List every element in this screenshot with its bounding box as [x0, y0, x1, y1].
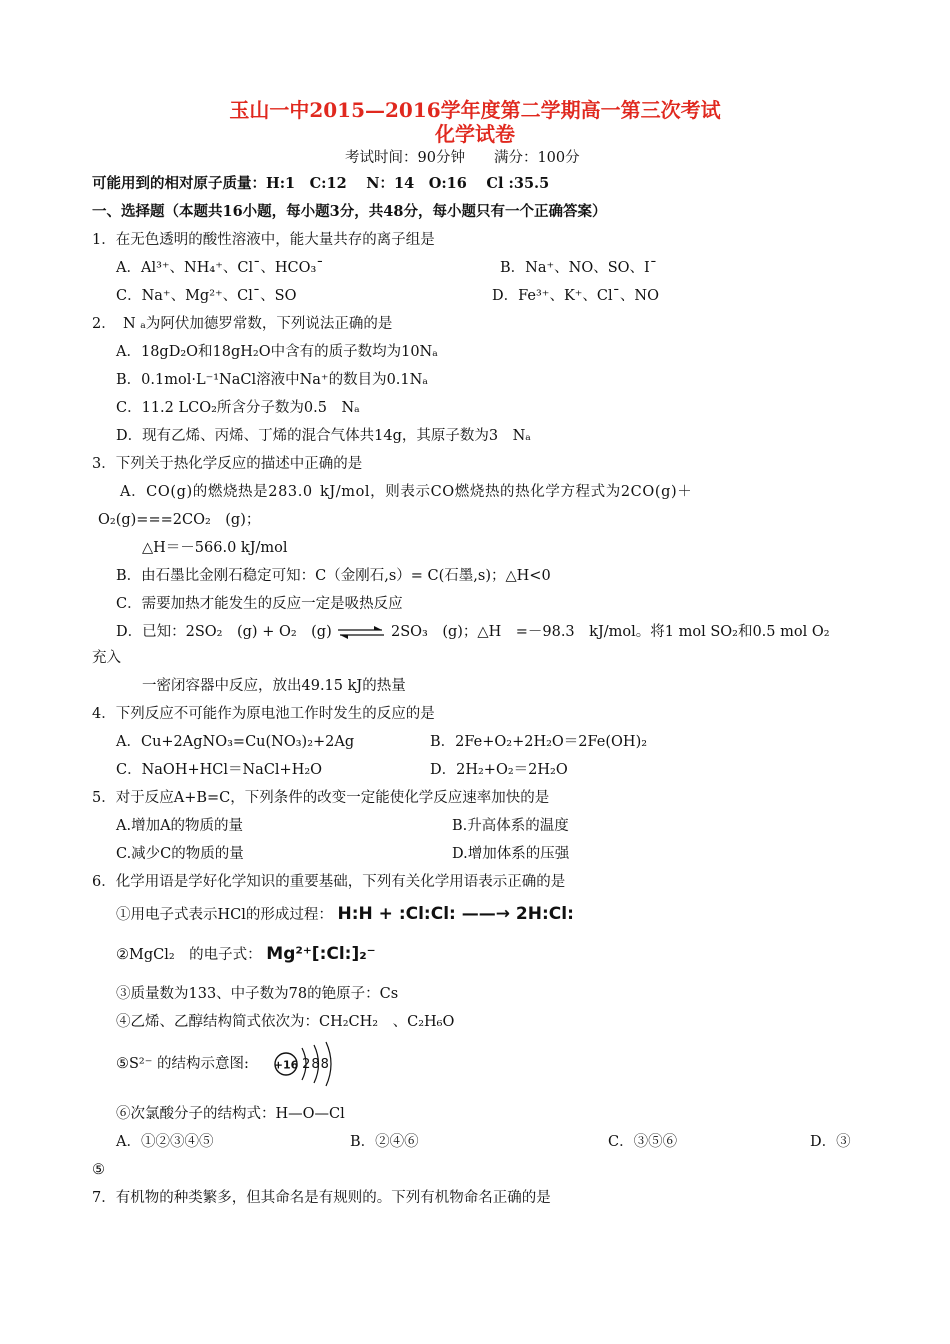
exam-info: 考试时间：90分钟 满分：100分	[345, 150, 580, 166]
question-1-option-b: B．Na⁺、NO、SO、I¯	[500, 260, 658, 276]
question-4-option-d: D．2H₂+O₂＝2H₂O	[430, 762, 568, 778]
electron-shells-label: 288	[302, 1057, 330, 1072]
nucleus-charge-label: +16	[273, 1058, 299, 1072]
equilibrium-arrow-icon	[336, 625, 386, 639]
question-4-option-c: C．NaOH+HCl＝NaCl+H₂O	[116, 762, 323, 778]
mgcl2-electron-formula: Mg²⁺[:Cl:]₂⁻	[266, 944, 376, 964]
question-6-item-2	[116, 944, 376, 965]
question-3-option-d-right: 2SO₃ (g)；△H =－98.3 kJ/mol。将1 mol SO₂和0.5 mol O₂	[390, 624, 830, 640]
question-4-stem: 4．下列反应不可能作为原电池工作时发生的反应的是	[92, 706, 435, 722]
question-7-stem: 7．有机物的种类繁多，但其命名是有规则的。下列有机物命名正确的是	[92, 1190, 551, 1206]
question-5-option-d: D.增加体系的压强	[452, 846, 570, 862]
section-heading: 一、选择题（本题共16小题，每小题3分，共48分，每小题只有一个正确答案）	[92, 203, 607, 220]
hcl-formation-formula: H:H + :Cl:Cl: ——→ 2H:Cl:	[337, 904, 574, 924]
question-6-option-d: D．③	[810, 1134, 851, 1150]
question-6-option-c: C．③⑤⑥	[608, 1134, 678, 1150]
sulfide-ion-structure-diagram	[272, 1040, 342, 1088]
question-3-option-a-enthalpy: △H＝－566.0 kJ/mol	[142, 540, 288, 556]
question-2-option-a: A．18gD₂O和18gH₂O中含有的质子数均为10Nₐ	[116, 344, 438, 360]
question-3-option-a: A．CO(g)的燃烧热是283.0 kJ/mol，则表示CO燃烧热的热化学方程式为2CO(g)＋	[120, 484, 693, 500]
question-2-option-c: C．11.2 LCO₂所含分子数为0.5 Nₐ	[116, 400, 360, 416]
question-5-stem: 5．对于反应A+B=C，下列条件的改变一定能使化学反应速率加快的是	[92, 790, 550, 806]
question-6-item-1	[116, 904, 574, 925]
question-6-option-b: B．②④⑥	[350, 1134, 419, 1150]
question-2-stem: 2． N ₐ为阿伏加德罗常数，下列说法正确的是	[92, 316, 393, 332]
question-5-option-a: A.增加A的物质的量	[116, 818, 244, 834]
question-3-option-c: C．需要加热才能发生的反应一定是吸热反应	[116, 596, 403, 612]
item-1-label: ①用电子式表示HCl的形成过程：	[116, 907, 333, 923]
item-5-label: ⑤S²⁻ 的结构示意图:	[116, 1056, 249, 1072]
question-1-option-c: C．Na⁺、Mg²⁺、Cl¯、SO	[116, 288, 297, 304]
question-3-option-b: B．由石墨比金刚石稳定可知：C（金刚石,s）= C(石墨,s)；△H<0	[116, 568, 551, 584]
question-6-item-4: ④乙烯、乙醇结构简式依次为：CH₂CH₂ 、C₂H₆O	[116, 1014, 455, 1030]
question-3-option-d-cont2: 一密闭容器中反应，放出49.15 kJ的热量	[142, 678, 406, 694]
question-3-option-d-cont: 充入	[92, 650, 121, 666]
item-2-label: ②MgCl₂ 的电子式：	[116, 947, 262, 963]
question-2-option-d: D．现有乙烯、丙烯、丁烯的混合气体共14g，其原子数为3 Nₐ	[116, 428, 531, 444]
question-3-option-a-cont: O₂(g)===2CO₂ (g)；	[98, 512, 261, 528]
question-4-option-b: B．2Fe+O₂+2H₂O＝2Fe(OH)₂	[430, 734, 648, 750]
question-3-stem: 3．下列关于热化学反应的描述中正确的是	[92, 456, 363, 472]
question-6-item-6: ⑥次氯酸分子的结构式：H—O—Cl	[116, 1106, 345, 1122]
atomic-masses: 可能用到的相对原子质量：H:1 C:12 N：14 O:16 Cl :35.5	[92, 175, 550, 192]
question-6-option-a: A．①②③④⑤	[116, 1134, 214, 1150]
question-3-option-d	[116, 622, 830, 642]
question-6-item-5	[116, 1054, 249, 1074]
exam-subtitle: 化学试卷	[435, 122, 515, 146]
question-2-option-b: B．0.1mol·L⁻¹NaCl溶液中Na⁺的数目为0.1Nₐ	[116, 372, 428, 388]
question-5-option-c: C.减少C的物质的量	[116, 846, 244, 862]
question-6-option-d-wrap: ⑤	[92, 1162, 105, 1178]
exam-title: 玉山一中2015—2016学年度第二学期高一第三次考试	[229, 98, 721, 122]
question-1-option-d: D．Fe³⁺、K⁺、Cl¯、NO	[492, 288, 659, 304]
question-6-stem: 6．化学用语是学好化学知识的重要基础，下列有关化学用语表示正确的是	[92, 874, 566, 890]
question-1-option-a: A．Al³⁺、NH₄⁺、Cl¯、HCO₃¯	[116, 260, 324, 276]
question-3-option-d-left: D．已知：2SO₂ (g) + O₂ (g)	[116, 624, 332, 640]
question-1-stem: 1．在无色透明的酸性溶液中，能大量共存的离子组是	[92, 232, 435, 248]
question-4-option-a: A．Cu+2AgNO₃=Cu(NO₃)₂+2Ag	[116, 734, 355, 750]
question-6-item-3: ③质量数为133、中子数为78的铯原子：Cs	[116, 986, 399, 1002]
question-5-option-b: B.升高体系的温度	[452, 818, 569, 834]
